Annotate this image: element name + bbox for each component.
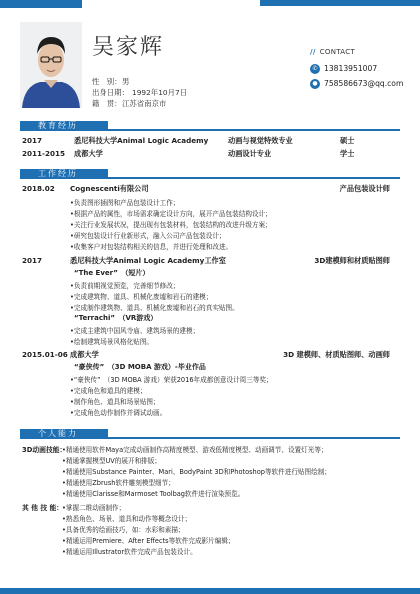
- phone-row: [310, 64, 377, 74]
- job-company: Cognescenti有限公司: [70, 184, 149, 193]
- skill-item: •精通运用Illustrator软件完成产品包装设计。: [62, 548, 197, 556]
- skill-group-label: 其 他 技 能：: [22, 504, 64, 512]
- skills-section-header: [20, 429, 400, 439]
- skill-item: •熟悉角色、场景、道具和动作等概念设计；: [62, 515, 192, 523]
- section-title: 工作经历: [38, 169, 78, 178]
- edu-year: 2011-2015: [22, 149, 65, 158]
- phone-number: 13813951007: [324, 64, 378, 73]
- job-bullet: •负责图形插图和产品包装设计工作；: [70, 199, 180, 207]
- skill-item: •精通使用软件Maya完成动画制作高精度模型、游戏低精度模型、动画调节、设置灯光等；: [62, 446, 328, 454]
- job-bullet: •收集客户对包装结构相关的信息，并进行处理和改进。: [70, 243, 233, 251]
- job-bullet: •绘制建筑场景风格化贴图。: [70, 338, 154, 346]
- job-role: 3D 建模师、材质贴图师、动画师: [283, 350, 390, 359]
- edu-school: 悉尼科技大学Animal Logic Academy: [74, 136, 209, 145]
- skill-item: •精通使用Zbrush软件雕刻模型细节；: [62, 479, 175, 487]
- contact-title-text: CONTACT: [319, 48, 356, 56]
- birth-value: 1992年10月7日: [132, 88, 188, 97]
- edu-major: 动画与视觉特效专业: [228, 136, 293, 145]
- contact-title-mark: //: [310, 48, 316, 56]
- project-title: “Terrachi” （VR游戏）: [74, 314, 158, 322]
- job-bullet: •关注行业发展状况，提出现有包装材料，包装结构的改进升级方案；: [70, 221, 272, 229]
- job-bullet: •完成角色动作制作并调试动画。: [70, 409, 167, 417]
- project-title: “豪侠传” （3D MOBA 游戏）-毕业作品: [74, 363, 206, 371]
- origin-value: 江苏省南京市: [122, 99, 167, 108]
- gender-label: 性 别：: [92, 77, 122, 86]
- top-left-stripe: [0, 0, 82, 8]
- skill-item: •掌握二维动画制作；: [62, 504, 126, 512]
- section-rule: [108, 129, 400, 131]
- profile-photo: [20, 22, 82, 108]
- job-bullet: •完成主建筑中国风寺庙、建筑场景的建模；: [70, 327, 200, 335]
- edu-year: 2017: [22, 136, 43, 145]
- job-bullet: •负责前期视觉预览，完善细节修改；: [70, 282, 180, 290]
- gender-value: 男: [122, 77, 130, 86]
- skill-item: •精通掌握模型UV的展开和排版；: [62, 457, 161, 465]
- phone-icon: ✆: [310, 64, 320, 74]
- origin-line: [92, 98, 166, 109]
- job-bullet: •研究包装设计行业新形式，融入公司产品包装设计；: [70, 232, 226, 240]
- gender-line: [92, 76, 129, 87]
- job-date: 2015.01-06: [22, 350, 68, 359]
- edu-school: 成都大学: [74, 149, 103, 158]
- qq-row: [310, 79, 403, 89]
- section-title: 个人能力: [38, 429, 78, 438]
- qq-penguin-icon: ●: [310, 79, 320, 89]
- job-bullet: •完成制作建筑物、道具、机械化废墟和岩石的真实贴图。: [70, 304, 239, 312]
- education-section-header: [20, 121, 400, 131]
- job-date: 2017: [22, 256, 43, 265]
- edu-degree: 硕士: [340, 136, 355, 145]
- section-title: 教育经历: [38, 121, 78, 130]
- job-bullet: •“豪侠传” （3D MOBA 游戏）荣获2016年成都创意设计周三等奖；: [70, 376, 273, 384]
- job-role: 3D建模师和材质贴图师: [314, 256, 390, 265]
- bottom-stripe: [0, 588, 420, 594]
- job-bullet: •完成建筑物、道具、机械化废墟和岩石的建模；: [70, 293, 213, 301]
- job-company: 成都大学: [70, 350, 99, 359]
- birth-label: 出身日期：: [92, 88, 129, 97]
- section-rule: [108, 437, 400, 439]
- qq-email: 758586673@qq.com: [324, 79, 404, 88]
- skill-item: •精通运用Premiere、After Effects等软件完成影片编辑；: [62, 537, 235, 545]
- job-role: 产品包装设计师: [339, 184, 390, 193]
- edu-major: 动画设计专业: [228, 149, 272, 158]
- person-name: 吴家辉: [92, 35, 165, 60]
- skill-item: •具备优秀的绘画技巧，如：水彩和素描；: [62, 526, 185, 534]
- project-title: “The Ever” （短片）: [74, 269, 150, 277]
- skill-item: •精通使用Substance Painter、Mari、BodyPaint 3D和Photoshop等软件进行贴图绘制；: [62, 468, 331, 476]
- work-section-header: [20, 169, 400, 179]
- contact-title: [310, 48, 355, 56]
- job-company: 悉尼科技大学Animal Logic Academy工作室: [70, 256, 226, 265]
- edu-degree: 学士: [340, 149, 355, 158]
- birth-line: [92, 87, 187, 98]
- skill-group-label: 3D动画技能：: [22, 446, 67, 454]
- top-right-stripe: [260, 0, 420, 6]
- job-bullet: •根据产品的属性，市场需求确定设计方向，展开产品包装结构设计；: [70, 210, 272, 218]
- origin-label: 籍 贯：: [92, 99, 122, 108]
- section-rule: [108, 177, 400, 179]
- job-date: 2018.02: [22, 184, 55, 193]
- job-bullet: •制作角色、道具和场景贴图；: [70, 398, 160, 406]
- skill-item: •精通使用Clarisse和Marmoset Toolbag软件进行渲染预览。: [62, 490, 245, 498]
- job-bullet: •完成角色和道具的建模；: [70, 387, 147, 395]
